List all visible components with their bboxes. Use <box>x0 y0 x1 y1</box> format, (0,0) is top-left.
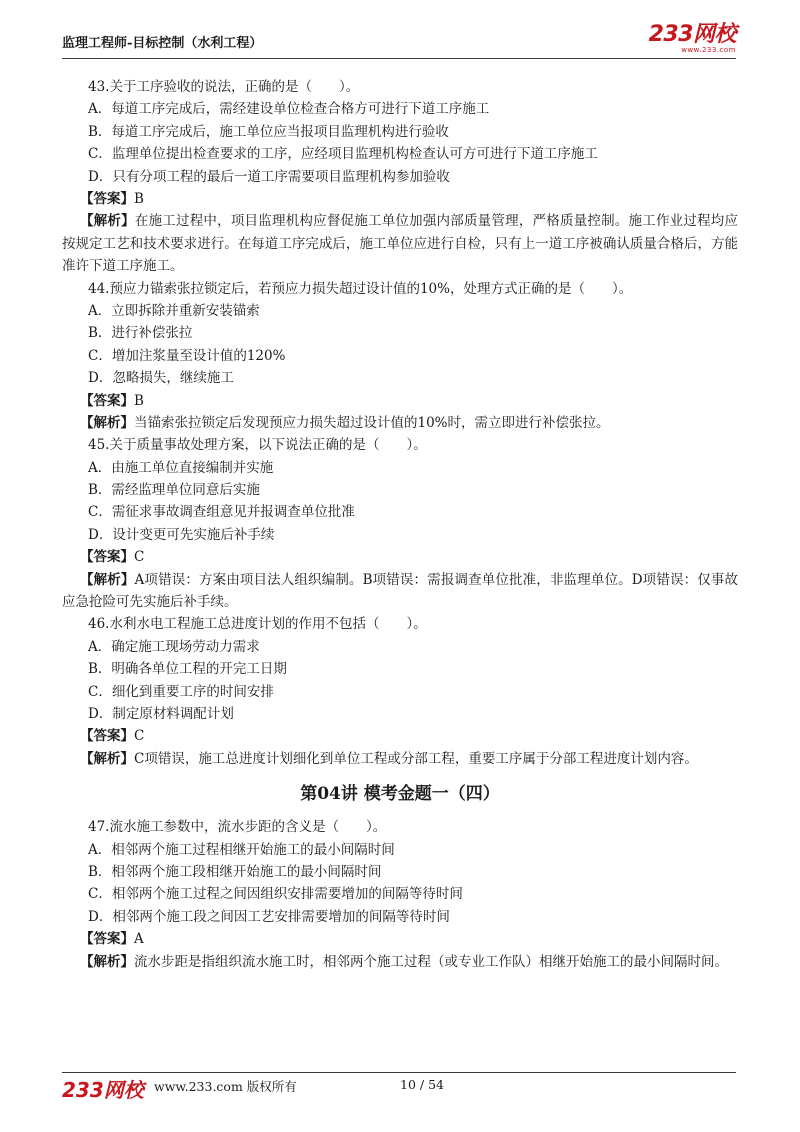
footer-copyright: www.233.com 版权所有 <box>154 1079 297 1094</box>
question-text: 44.预应力锚索张拉锁定后，若预应力损失超过设计值的10%，处理方式正确的是（ ）。 <box>88 280 633 297</box>
option-c: C．监理单位提出检查要求的工序，应经项目监理机构检查认可方可进行下道工序施工 <box>88 146 598 163</box>
analysis-text: 在施工过程中，项目监理机构应督促施工单位加强内部质量管理，严格质量控制。施工作业过程均应按规定工艺和技术要求进行。在每道工序完成后，施工单位应进行自检，只有上一道工序被确认质量合格后，方能准许下道工序施工。 <box>62 213 739 275</box>
analysis-label: 【解析】 <box>80 571 135 588</box>
option-b: B．需经监理单位同意后实施 <box>88 482 260 499</box>
analysis-text: 流水步距是指组织流水施工时，相邻两个施工过程（或专业工作队）相继开始施工的最小间隔时间。 <box>134 953 728 970</box>
question-block-44 <box>62 278 738 435</box>
page-footer <box>62 1072 736 1102</box>
option-a: A．由施工单位直接编制并实施 <box>88 459 274 476</box>
analysis-label: 【解析】 <box>80 750 134 767</box>
option-c: C．相邻两个施工过程之间因组织安排需要增加的间隔等待时间 <box>88 886 463 903</box>
page-content <box>62 76 738 973</box>
answer-label: 【答案】 <box>80 728 134 745</box>
analysis-label: 【解析】 <box>80 953 134 970</box>
option-a: A．确定施工现场劳动力需求 <box>88 638 260 655</box>
page-header <box>62 24 736 59</box>
question-block-43 <box>62 76 738 278</box>
answer-value: C <box>134 549 145 566</box>
brand-logo <box>649 24 736 54</box>
footer-brand-logo: 233网校 <box>62 1078 144 1102</box>
question-block-45 <box>62 434 738 613</box>
answer-value: B <box>134 190 144 207</box>
analysis-text: A项错误：方案由项目法人组织编制。B项错误：需报调查单位批准，非监理单位。D项错误：仅事故应急抢险可先实施后补手续。 <box>62 571 738 611</box>
analysis-paragraph <box>62 210 738 277</box>
answer-value: C <box>134 728 145 745</box>
page-number: 10 / 54 <box>400 1077 444 1092</box>
option-a: A．立即拆除并重新安装锚索 <box>88 302 260 319</box>
brand-logo-url: www.233.com <box>681 46 736 54</box>
question-block-46 <box>62 613 738 770</box>
answer-label: 【答案】 <box>80 549 134 566</box>
answer-label: 【答案】 <box>80 392 134 409</box>
analysis-label: 【解析】 <box>80 414 134 431</box>
question-block-47 <box>62 816 738 973</box>
option-c: C．细化到重要工序的时间安排 <box>88 683 274 700</box>
brand-logo-text: 233网校 <box>648 22 736 47</box>
analysis-label: 【解析】 <box>80 213 135 230</box>
option-d: D．设计变更可先实施后补手续 <box>88 526 275 543</box>
answer-label: 【答案】 <box>80 190 134 207</box>
option-d: D．忽略损失，继续施工 <box>88 370 234 387</box>
question-text: 46.水利水电工程施工总进度计划的作用不包括（ ）。 <box>88 616 427 633</box>
answer-line <box>62 928 738 950</box>
document-title: 监理工程师-目标控制（水利工程） <box>62 36 263 51</box>
question-text: 47.流水施工参数中，流水步距的含义是（ ）。 <box>88 819 387 836</box>
option-d: D．相邻两个施工段之间因工艺安排需要增加的间隔等待时间 <box>88 908 450 925</box>
answer-value: A <box>134 931 144 948</box>
answer-value: B <box>134 392 144 409</box>
answer-label: 【答案】 <box>80 931 134 948</box>
option-d: D．制定原材料调配计划 <box>88 706 234 723</box>
analysis-paragraph <box>62 951 738 973</box>
analysis-text: C项错误，施工总进度计划细化到单位工程或分部工程，重要工序属于分部工程进度计划内容。 <box>134 750 698 767</box>
answer-line <box>62 390 738 412</box>
option-b: B．进行补偿张拉 <box>88 325 193 342</box>
analysis-text: 当锚索张拉锁定后发现预应力损失超过设计值的10%时，需立即进行补偿张拉。 <box>134 414 610 431</box>
option-d: D．只有分项工程的最后一道工序需要项目监理机构参加验收 <box>88 168 450 185</box>
answer-line <box>62 188 738 210</box>
option-a: A．相邻两个施工过程相继开始施工的最小间隔时间 <box>88 841 395 858</box>
question-text: 43.关于工序验收的说法，正确的是（ ）。 <box>88 79 360 95</box>
section-heading: 第04讲 模考金题一（四） <box>300 784 500 805</box>
option-c: C．增加注浆量至设计值的120% <box>88 347 286 364</box>
analysis-paragraph <box>62 569 738 614</box>
answer-line <box>62 546 738 568</box>
option-b: B．每道工序完成后，施工单位应当报项目监理机构进行验收 <box>88 123 449 140</box>
option-b: B．相邻两个施工段相继开始施工的最小间隔时间 <box>88 864 382 880</box>
analysis-paragraph <box>62 412 738 434</box>
option-a: A．每道工序完成后，需经建设单位检查合格方可进行下道工序施工 <box>88 101 490 118</box>
analysis-paragraph <box>62 748 738 770</box>
answer-line <box>62 725 738 747</box>
question-text: 45.关于质量事故处理方案，以下说法正确的是（ ）。 <box>88 437 427 454</box>
option-c: C．需征求事故调查组意见并报调查单位批准 <box>88 504 355 521</box>
option-b: B．明确各单位工程的开完工日期 <box>88 661 287 678</box>
